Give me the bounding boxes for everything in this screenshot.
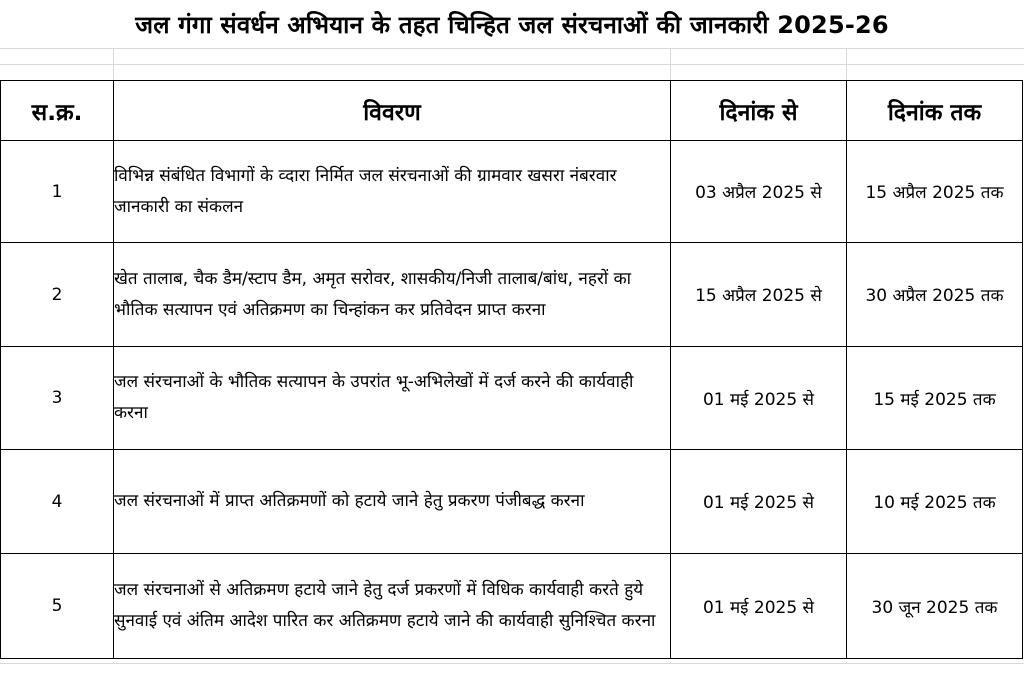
cell-serial: 1 bbox=[1, 141, 114, 243]
cell-description: जल संरचनाओं से अतिक्रमण हटाये जाने हेतु दर्ज प्रकरणों में विधिक कार्यवाही करते हुये सुनवाई एवं अंतिम आदेश पारित कर अतिक्रमण हटाये जाने की कार्यवाही सुनिश्चित करना bbox=[114, 554, 671, 659]
cell-from-date: 01 मई 2025 से bbox=[671, 347, 847, 450]
gridline bbox=[0, 663, 1024, 664]
gridline bbox=[846, 48, 847, 80]
cell-from-date: 15 अप्रैल 2025 से bbox=[671, 243, 847, 347]
cell-description: जल संरचनाओं के भौतिक सत्यापन के उपरांत भू-अभिलेखों में दर्ज करने की कार्यवाही करना bbox=[114, 347, 671, 450]
cell-from-date: 03 अप्रैल 2025 से bbox=[671, 141, 847, 243]
cell-to-date: 15 अप्रैल 2025 तक bbox=[847, 141, 1023, 243]
cell-description: विभिन्न संबंधित विभागों के व्दारा निर्मित जल संरचनाओं की ग्रामवार खसरा नंबरवार जानकारी का संकलन bbox=[114, 141, 671, 243]
header-to-date: दिनांक तक bbox=[847, 81, 1023, 141]
page-title: जल गंगा संवर्धन अभियान के तहत चिन्हित जल संरचनाओं की जानकारी 2025-26 bbox=[135, 10, 889, 39]
table-row bbox=[1, 554, 1023, 659]
gridline bbox=[113, 48, 114, 80]
cell-to-date: 10 मई 2025 तक bbox=[847, 450, 1023, 554]
cell-to-date: 30 अप्रैल 2025 तक bbox=[847, 243, 1023, 347]
cell-serial: 2 bbox=[1, 243, 114, 347]
gridline bbox=[0, 48, 1024, 49]
cell-serial: 4 bbox=[1, 450, 114, 554]
cell-from-date: 01 मई 2025 से bbox=[671, 450, 847, 554]
gridline bbox=[670, 48, 671, 80]
cell-serial: 3 bbox=[1, 347, 114, 450]
gridline bbox=[0, 64, 1024, 65]
header-from-date: दिनांक से bbox=[671, 81, 847, 141]
cell-to-date: 15 मई 2025 तक bbox=[847, 347, 1023, 450]
cell-description: खेत तालाब, चैक डैम/स्टाप डैम, अमृत सरोवर, शासकीय/निजी तालाब/बांध, नहरों का भौतिक सत्यापन एवं अतिक्रमण का चिन्हांकन कर प्रतिवेदन प्राप्त करना bbox=[114, 243, 671, 347]
cell-to-date: 30 जून 2025 तक bbox=[847, 554, 1023, 659]
table-header-row bbox=[1, 81, 1023, 141]
table-row bbox=[1, 141, 1023, 243]
cell-serial: 5 bbox=[1, 554, 114, 659]
table-row bbox=[1, 450, 1023, 554]
table-row bbox=[1, 243, 1023, 347]
cell-description: जल संरचनाओं में प्राप्त अतिक्रमणों को हटाये जाने हेतु प्रकरण पंजीबद्ध करना bbox=[114, 450, 671, 554]
cell-from-date: 01 मई 2025 से bbox=[671, 554, 847, 659]
schedule-table bbox=[0, 80, 1023, 659]
header-description: विवरण bbox=[114, 81, 671, 141]
header-serial: स.क्र. bbox=[1, 81, 114, 141]
table-row bbox=[1, 347, 1023, 450]
